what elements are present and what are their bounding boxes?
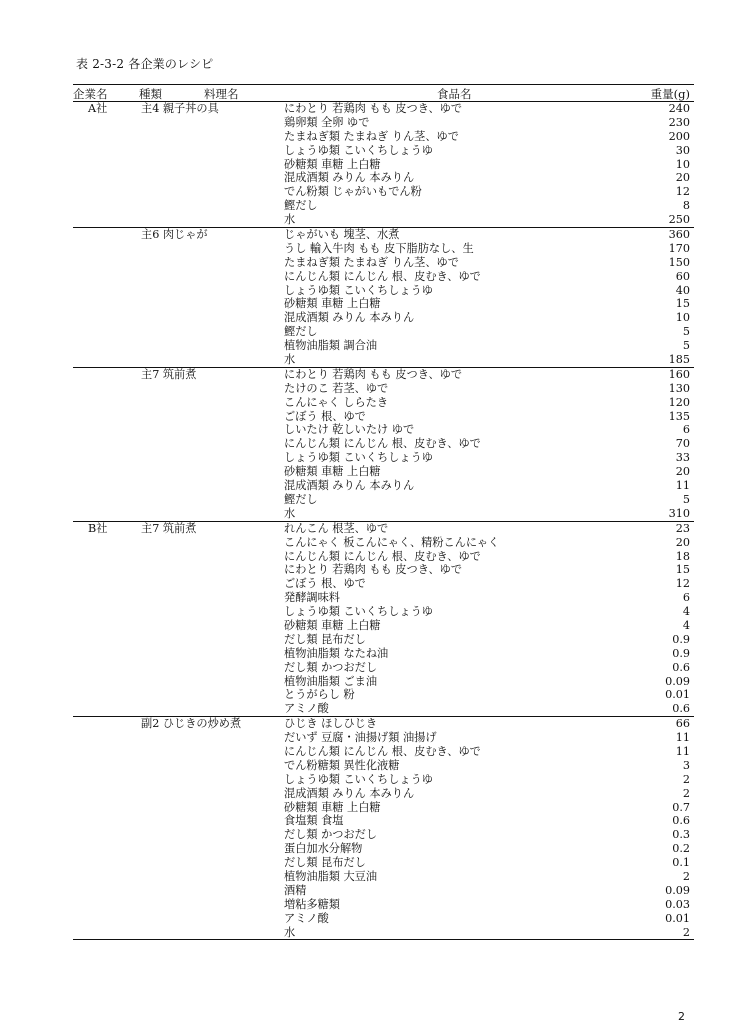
- amount-cell: 18: [675, 549, 690, 563]
- table-row: [73, 465, 694, 479]
- amount-cell: 40: [675, 283, 690, 297]
- food-cell: だし類 昆布だし: [284, 632, 366, 646]
- amount-cell: 200: [668, 129, 690, 143]
- header-company: 企業名: [73, 87, 108, 101]
- table-row: [73, 856, 694, 870]
- amount-cell: 11: [675, 731, 690, 745]
- food-cell: 植物油脂類 大豆油: [284, 869, 378, 883]
- table-row: [73, 773, 694, 787]
- food-cell: 水: [284, 925, 296, 939]
- table-row: [73, 787, 694, 801]
- table-row: [73, 213, 694, 227]
- food-cell: 蛋白加水分解物: [284, 842, 363, 856]
- table-row: [73, 522, 694, 536]
- table-row: [73, 368, 694, 382]
- amount-cell: 30: [675, 143, 690, 157]
- food-cell: 鰹だし: [284, 325, 318, 339]
- amount-cell: 3: [682, 758, 690, 772]
- amount-cell: 0.09: [665, 674, 690, 688]
- food-cell: だし類 かつおだし: [284, 828, 378, 842]
- food-cell: だし類 昆布だし: [284, 856, 366, 870]
- table-row: [73, 870, 694, 884]
- table-row: [73, 102, 694, 116]
- amount-cell: 33: [675, 451, 690, 465]
- table-row: [73, 759, 694, 773]
- amount-cell: 2: [682, 925, 690, 939]
- page-number: 2: [678, 1010, 685, 1023]
- table-row: [73, 199, 694, 213]
- amount-cell: 135: [668, 409, 690, 423]
- table-row: [73, 647, 694, 661]
- table-row: [73, 884, 694, 898]
- table-row: [73, 382, 694, 396]
- recipe-block: [73, 521, 694, 716]
- food-cell: 混成酒類 みりん 本みりん: [284, 171, 415, 185]
- food-cell: だし類 かつおだし: [284, 660, 378, 674]
- amount-cell: 310: [668, 506, 690, 520]
- dish-cell: 主6 肉じゃが: [141, 228, 208, 242]
- amount-cell: 0.3: [672, 828, 690, 842]
- table-row: [73, 396, 694, 410]
- food-cell: ごぼう 根、ゆで: [284, 577, 366, 591]
- table-row: [73, 926, 694, 940]
- amount-cell: 150: [668, 255, 690, 269]
- food-cell: 植物油脂類 調合油: [284, 339, 378, 353]
- food-cell: 水: [284, 213, 296, 227]
- dish-cell: 主7 筑前煮: [141, 367, 197, 381]
- table-row: [73, 493, 694, 507]
- table-row: [73, 591, 694, 605]
- amount-cell: 6: [682, 423, 690, 437]
- food-cell: こんにゃく しらたき: [284, 395, 389, 409]
- dish-cell: 副2 ひじきの炒め煮: [141, 717, 242, 731]
- food-cell: 水: [284, 506, 296, 520]
- food-cell: 水: [284, 353, 296, 367]
- table-row: [73, 171, 694, 185]
- food-cell: ごぼう 根、ゆで: [284, 409, 366, 423]
- recipe-block: [73, 227, 694, 367]
- table-row: [73, 144, 694, 158]
- food-cell: 混成酒類 みりん 本みりん: [284, 311, 415, 325]
- company-cell: B社: [88, 521, 108, 535]
- amount-cell: 0.9: [672, 632, 690, 646]
- food-cell: にわとり 若鶏肉 もも 皮つき、ゆで: [284, 563, 463, 577]
- table-row: [73, 828, 694, 842]
- amount-cell: 15: [675, 297, 690, 311]
- table-row: [73, 228, 694, 242]
- recipe-block: [73, 716, 694, 939]
- header-amount: 重量(g): [650, 87, 690, 101]
- amount-cell: 2: [682, 772, 690, 786]
- amount-cell: 5: [682, 325, 690, 339]
- food-cell: たまねぎ類 たまねぎ りん茎、ゆで: [284, 129, 459, 143]
- amount-cell: 120: [668, 395, 690, 409]
- company-cell: A社: [88, 102, 108, 115]
- food-cell: 植物油脂類 なたね油: [284, 646, 389, 660]
- amount-cell: 2: [682, 786, 690, 800]
- table-row: [73, 423, 694, 437]
- header-dish: 料理名: [204, 87, 239, 101]
- amount-cell: 0.9: [672, 646, 690, 660]
- recipe-block: [73, 101, 694, 227]
- amount-cell: 12: [675, 577, 690, 591]
- table-row: [73, 256, 694, 270]
- table-row: [73, 158, 694, 172]
- table-row: [73, 550, 694, 564]
- table-row: [73, 702, 694, 716]
- dish-cell: 主7 筑前煮: [141, 521, 197, 535]
- food-cell: にんじん類 にんじん 根、皮むき、ゆで: [284, 549, 481, 563]
- table-row: [73, 242, 694, 256]
- amount-cell: 0.1: [672, 856, 690, 870]
- amount-cell: 11: [675, 479, 690, 493]
- table-row: [73, 688, 694, 702]
- food-cell: にわとり 若鶏肉 もも 皮つき、ゆで: [284, 102, 463, 115]
- table-header: [73, 85, 694, 101]
- amount-cell: 10: [675, 157, 690, 171]
- amount-cell: 0.6: [672, 660, 690, 674]
- amount-cell: 0.2: [672, 842, 690, 856]
- table-row: [73, 717, 694, 731]
- food-cell: 砂糖類 車糖 上白糖: [284, 297, 381, 311]
- amount-cell: 360: [668, 228, 690, 242]
- amount-cell: 8: [682, 199, 690, 213]
- recipe-block: [73, 367, 694, 521]
- table-row: [73, 339, 694, 353]
- food-cell: 砂糖類 車糖 上白糖: [284, 800, 381, 814]
- dish-cell: 主4 親子丼の具: [141, 102, 219, 115]
- table-row: [73, 311, 694, 325]
- amount-cell: 5: [682, 492, 690, 506]
- table-row: [73, 619, 694, 633]
- food-cell: 植物油脂類 ごま油: [284, 674, 378, 688]
- table-row: [73, 536, 694, 550]
- table-row: [73, 116, 694, 130]
- amount-cell: 2: [682, 869, 690, 883]
- food-cell: しいたけ 乾しいたけ ゆで: [284, 423, 415, 437]
- table-row: [73, 479, 694, 493]
- amount-cell: 0.6: [672, 814, 690, 828]
- table-row: [73, 507, 694, 521]
- amount-cell: 0.6: [672, 702, 690, 716]
- amount-cell: 4: [682, 618, 690, 632]
- amount-cell: 20: [675, 465, 690, 479]
- amount-cell: 12: [675, 185, 690, 199]
- amount-cell: 185: [668, 353, 690, 367]
- table-row: [73, 577, 694, 591]
- table-row: [73, 605, 694, 619]
- food-cell: でん粉類 じゃがいもでん粉: [284, 185, 422, 199]
- food-cell: 混成酒類 みりん 本みりん: [284, 479, 415, 493]
- food-cell: にんじん類 にんじん 根、皮むき、ゆで: [284, 269, 481, 283]
- table-row: [73, 912, 694, 926]
- table-caption: 表 2-3-2 各企業のレシピ: [76, 57, 214, 71]
- food-cell: うし 輸入牛肉 もも 皮下脂肪なし、生: [284, 241, 474, 255]
- table-row: [73, 325, 694, 339]
- amount-cell: 11: [675, 744, 690, 758]
- amount-cell: 6: [682, 591, 690, 605]
- amount-cell: 15: [675, 563, 690, 577]
- table-row: [73, 353, 694, 367]
- amount-cell: 250: [668, 213, 690, 227]
- table-row: [73, 437, 694, 451]
- table-row: [73, 410, 694, 424]
- food-cell: にんじん類 にんじん 根、皮むき、ゆで: [284, 437, 481, 451]
- food-cell: にんじん類 にんじん 根、皮むき、ゆで: [284, 744, 481, 758]
- table-row: [73, 633, 694, 647]
- amount-cell: 240: [668, 102, 690, 115]
- table-row: [73, 563, 694, 577]
- food-cell: 増粘多糖類: [284, 897, 340, 911]
- food-cell: 砂糖類 車糖 上白糖: [284, 465, 381, 479]
- food-cell: しょうゆ類 こいくちしょうゆ: [284, 451, 433, 465]
- amount-cell: 4: [682, 605, 690, 619]
- table-row: [73, 297, 694, 311]
- amount-cell: 60: [675, 269, 690, 283]
- food-cell: 食塩類 食塩: [284, 814, 344, 828]
- table-row: [73, 284, 694, 298]
- header-food: 食品名: [437, 87, 472, 101]
- amount-cell: 0.01: [665, 688, 690, 702]
- food-cell: しょうゆ類 こいくちしょうゆ: [284, 143, 433, 157]
- table-row: [73, 814, 694, 828]
- table-row: [73, 801, 694, 815]
- food-cell: しょうゆ類 こいくちしょうゆ: [284, 605, 433, 619]
- table-row: [73, 842, 694, 856]
- amount-cell: 160: [668, 367, 690, 381]
- amount-cell: 130: [668, 381, 690, 395]
- amount-cell: 10: [675, 311, 690, 325]
- food-cell: アミノ酸: [284, 911, 329, 925]
- amount-cell: 20: [675, 535, 690, 549]
- table-row: [73, 745, 694, 759]
- table-row: [73, 898, 694, 912]
- table-row: [73, 451, 694, 465]
- food-cell: でん粉糖類 異性化液糖: [284, 758, 400, 772]
- table-bottom-rule: [73, 939, 694, 940]
- amount-cell: 70: [675, 437, 690, 451]
- food-cell: 鶏卵類 全卵 ゆで: [284, 115, 370, 129]
- table-row: [73, 270, 694, 284]
- food-cell: たまねぎ類 たまねぎ りん茎、ゆで: [284, 255, 459, 269]
- food-cell: 酒精: [284, 883, 307, 897]
- table-row: [73, 185, 694, 199]
- food-cell: だいず 豆腐・油揚げ類 油揚げ: [284, 731, 437, 745]
- food-cell: 混成酒類 みりん 本みりん: [284, 786, 415, 800]
- amount-cell: 170: [668, 241, 690, 255]
- food-cell: じゃがいも 塊茎、水煮: [284, 228, 400, 242]
- table-body: [73, 101, 694, 939]
- food-cell: アミノ酸: [284, 702, 329, 716]
- amount-cell: 0.7: [672, 800, 690, 814]
- food-cell: こんにゃく 板こんにゃく、精粉こんにゃく: [284, 535, 500, 549]
- food-cell: とうがらし 粉: [284, 688, 355, 702]
- table-row: [73, 661, 694, 675]
- amount-cell: 0.01: [665, 911, 690, 925]
- table-row: [73, 731, 694, 745]
- recipe-table: [73, 84, 694, 940]
- amount-cell: 5: [682, 339, 690, 353]
- table-row: [73, 130, 694, 144]
- food-cell: 発酵調味料: [284, 591, 340, 605]
- food-cell: しょうゆ類 こいくちしょうゆ: [284, 283, 433, 297]
- food-cell: 鰹だし: [284, 199, 318, 213]
- food-cell: にわとり 若鶏肉 もも 皮つき、ゆで: [284, 367, 463, 381]
- amount-cell: 0.09: [665, 883, 690, 897]
- food-cell: れんこん 根茎、ゆで: [284, 521, 389, 535]
- amount-cell: 230: [668, 115, 690, 129]
- amount-cell: 66: [675, 717, 690, 731]
- food-cell: 鰹だし: [284, 492, 318, 506]
- amount-cell: 23: [675, 521, 690, 535]
- food-cell: たけのこ 若茎、ゆで: [284, 381, 389, 395]
- food-cell: 砂糖類 車糖 上白糖: [284, 157, 381, 171]
- food-cell: ひじき ほしひじき: [284, 717, 378, 731]
- table-row: [73, 675, 694, 689]
- food-cell: 砂糖類 車糖 上白糖: [284, 618, 381, 632]
- food-cell: しょうゆ類 こいくちしょうゆ: [284, 772, 433, 786]
- amount-cell: 0.03: [665, 897, 690, 911]
- amount-cell: 20: [675, 171, 690, 185]
- header-type: 種類: [139, 87, 162, 101]
